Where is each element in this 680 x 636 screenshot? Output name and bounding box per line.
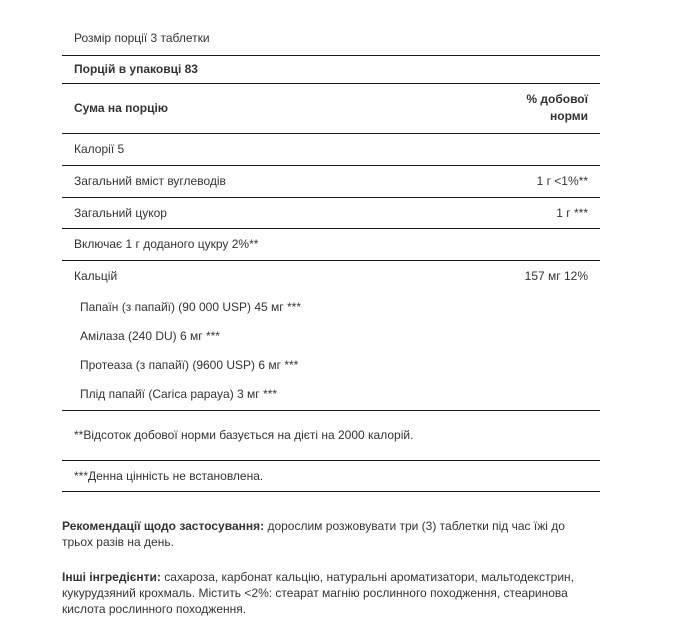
footnote-not-established: ***Денна цінність не встановлена. [62,460,600,491]
notes-section [62,518,602,617]
calories-row [62,133,600,165]
carbs-label: Загальний вміст вуглеводів [62,165,457,197]
ingredients-text: сахароза, карбонат кальцію, натуральні ароматизатори, мальтодекстрин, кукурудзяний крохмаль. Містить <2%: стеарат магнію рослинного походження, стеаринова кислота рослинного походження. [62,569,574,616]
sub-item-protease: Протеаза (з папайї) (9600 USP) 6 мг *** [80,357,299,372]
sub-item-row [62,292,600,321]
amount-per-serving-header: Сума на порцію [62,83,457,133]
supplement-facts-table [62,22,600,492]
sub-item-row [62,321,600,350]
sub-item-row [62,379,600,410]
servings-per-container: Порцій в упаковці 83 [62,55,600,83]
sub-item-papaya-fruit: Плід папайї (Carica papaya) 3 мг *** [62,379,600,410]
servings-per-container-row [62,55,600,83]
daily-value-header: % добової норми [526,92,588,123]
sub-item-row [62,350,600,379]
table-header-row [62,83,600,133]
calories: Калорії 5 [62,133,600,165]
added-sugar: Включає 1 г доданого цукру 2%** [62,228,600,260]
ingredients-label: Інші інгредієнти: [62,569,161,584]
sub-item-amylase: Амілаза (240 DU) 6 мг *** [80,328,220,343]
footnote-na-row [62,460,600,491]
sub-item-papain: Папаїн (з папайї) (90 000 USP) 45 мг *** [80,299,301,314]
serving-size: Розмір порції 3 таблетки [62,22,600,55]
sugar-value: 1 г *** [457,197,600,228]
usage-text: дорослим розжовувати три (3) таблетки під час їжі до трьох разів на день. [62,518,565,549]
added-sugar-row [62,228,600,260]
carbs-value: 1 г <1%** [457,165,600,197]
footnote-dv-row [62,410,600,460]
footnote-daily-value: **Відсоток добової норми базується на дієті на 2000 калорій. [74,428,414,442]
usage-directions [62,518,587,550]
serving-size-row [62,22,600,55]
calcium-value: 157 мг 12% [524,269,588,284]
usage-label: Рекомендації щодо застосування: [62,518,265,533]
other-ingredients [62,569,600,617]
sugar-row [62,197,600,228]
carbs-row [62,165,600,197]
calcium-label: Кальцій [74,269,118,284]
supplement-facts-panel [62,22,602,636]
calcium-row [62,260,600,292]
sugar-label: Загальний цукор [62,197,457,228]
